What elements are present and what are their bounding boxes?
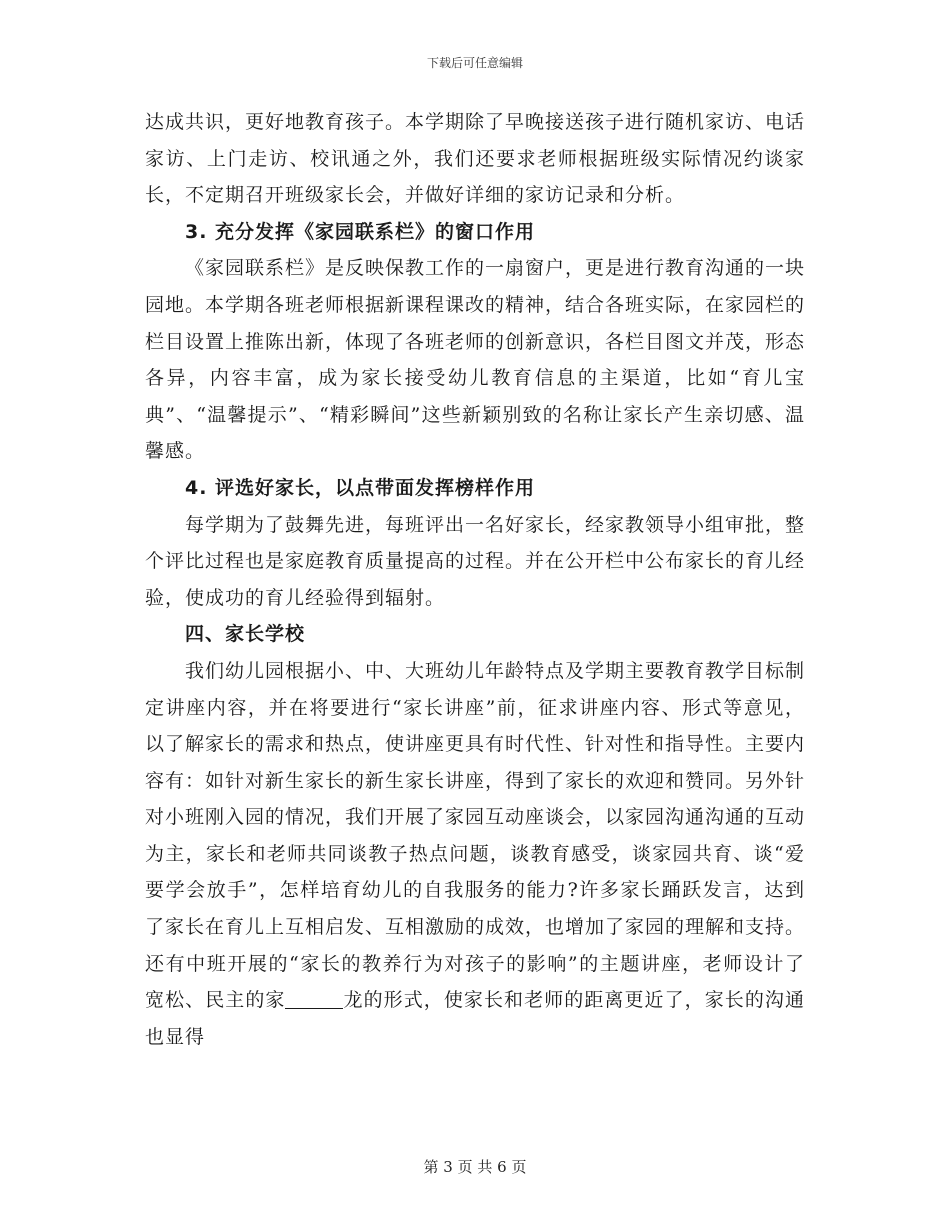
paragraph-parent-school (145, 653, 805, 1056)
paragraph-home-visits: 达成共识，更好地教育孩子。本学期除了早晚接送孩子进行随机家访、电话家访、上门走访、校讯通之外，我们还要求老师根据班级实际情况约谈家长，不定期召开班级家长会，并做好详细的家访记录和分析。 (145, 111, 806, 207)
heading-good-parents: 4. 评选好家长，以点带面发挥榜样作用 (185, 476, 536, 499)
paragraph-parent-school-text: 我们幼儿园根据小、中、大班幼儿年龄特点及学期主要教育教学目标制定讲座内容，并在将要进行“家长讲座”前，征求讲座内容、形式等意见，以了解家长的需求和热点，使讲座更具有时代性、针对性和指导性。主要内容有：如针对新生家长的新生家长讲座，得到了家长的欢迎和赞同。另外针对小班刚入园的情况，我们开展了家园互动座谈会，以家园沟通沟通的互动为主，家长和老师共同谈教子热点问题，谈教育感受，谈家园共育、谈“爱要学会放手”，怎样培育幼儿的自我服务的能力?许多家长踊跃发言，达到了家长在育儿上互相启发、互相激励的成效，也增加了家园的理解和支持。还有中班开展的“家长的教养行为对孩子的影响”的主题讲座，老师设计了宽松、民主的家 (145, 659, 806, 1012)
paragraph-good-parents: 每学期为了鼓舞先进，每班评出一名好家长，经家教领导小组审批，整个评比过程也是家庭教育质量提高的过程。并在公开栏中公布家长的育儿经验，使成功的育儿经验得到辐射。 (145, 513, 806, 609)
document-body (145, 104, 805, 1055)
paragraph-parent-school-tail: 龙的形式，使家长和老师的距离更近了，家长的沟通也显得 (145, 989, 805, 1048)
heading-contact-board: 3. 充分发挥《家园联系栏》的窗口作用 (185, 220, 536, 243)
paragraph-contact-board: 《家园联系栏》是反映保教工作的一扇窗户，更是进行教育沟通的一块园地。本学期各班老师根据新课程课改的精神，结合各班实际，在家园栏的栏目设置上推陈出新，体现了各班老师的创新意识，各栏目图文并茂，形态各异，内容丰富，成为家长接受幼儿教育信息的主渠道，比如“育儿宝典”、“温馨提示”、“精彩瞬间”这些新颖别致的名称让家长产生亲切感、温馨感。 (145, 257, 806, 463)
page-footer: 第 3 页 共 6 页 (423, 1158, 527, 1176)
fill-in-blank (285, 989, 343, 1009)
heading-parent-school: 四、家长学校 (185, 623, 306, 646)
page-header: 下载后可任意编辑 (426, 56, 523, 70)
